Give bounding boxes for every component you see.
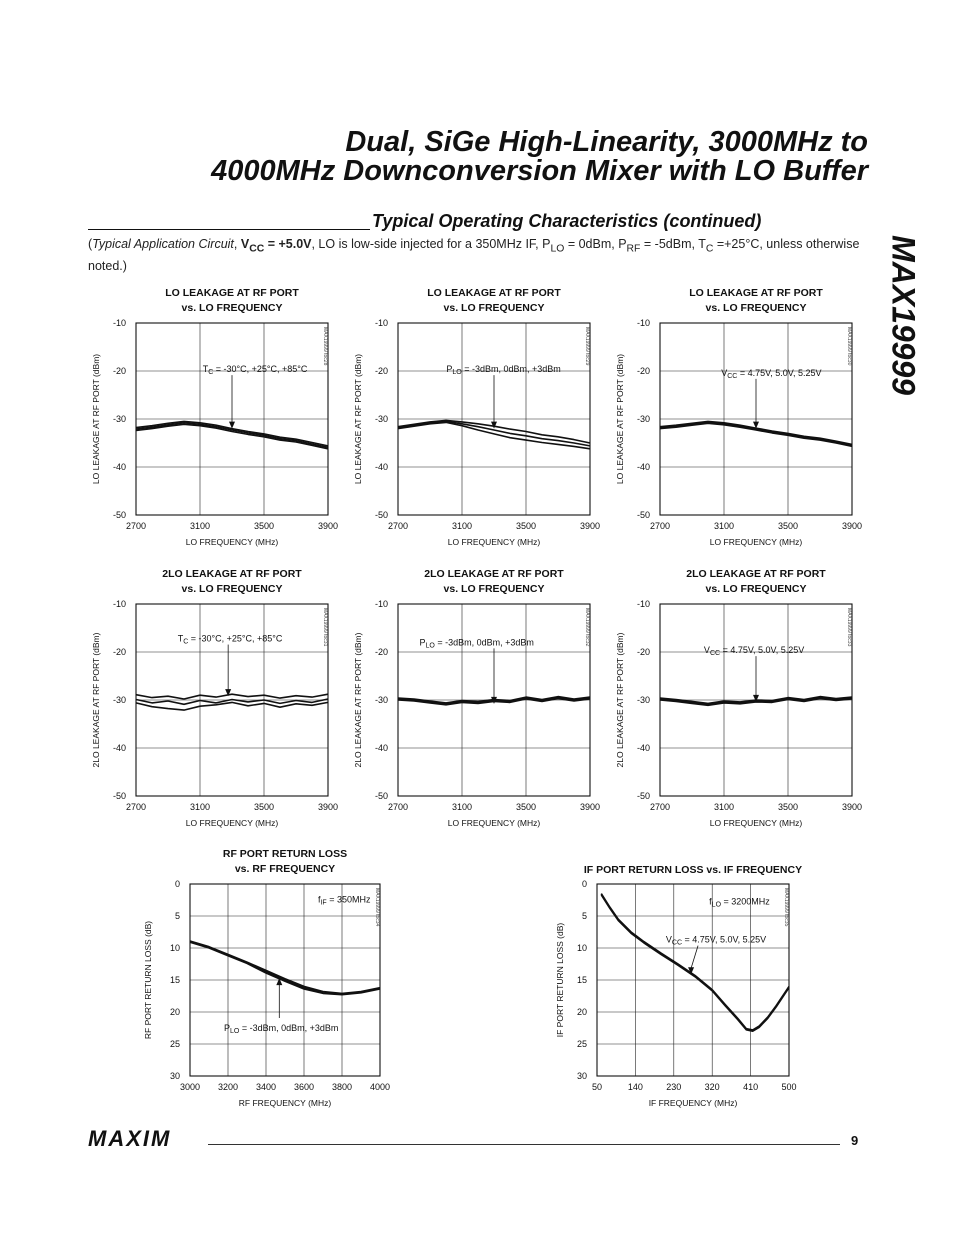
y-tick-label: 30 [576, 1071, 587, 1081]
series-line-3 [601, 895, 789, 1031]
chart-title: vs. LO FREQUENCY [705, 583, 807, 595]
x-tick-label: 3200 [217, 1082, 239, 1092]
y-tick-label: -40 [374, 743, 388, 753]
y-tick-label: -40 [374, 462, 388, 472]
chart-2lo-leakage-plo [350, 563, 606, 835]
x-tick-label: 3500 [515, 802, 537, 812]
page-title-line2: 4000MHz Downconversion Mixer with LO Buffer [211, 155, 868, 187]
y-tick-label: -20 [636, 366, 650, 376]
y-tick-label: 15 [576, 975, 587, 985]
chart-annotation: $T_C = -30^\circ C$, +25°C, +85°C [177, 633, 283, 646]
footer-rule [208, 1144, 840, 1145]
chart-title: 2LO LEAKAGE AT RF PORT [162, 568, 302, 580]
y-tick-label: -40 [112, 743, 126, 753]
page-title-line1: Dual, SiGe High-Linearity, 3000MHz to [345, 126, 868, 158]
chart-title: LO LEAKAGE AT RF PORT [165, 287, 299, 299]
y-tick-label: -20 [112, 366, 126, 376]
x-tick-label: 140 [627, 1082, 643, 1092]
series-line-2 [601, 894, 789, 1030]
x-tick-label: 2700 [387, 802, 409, 812]
series-line-3 [136, 702, 328, 710]
y-tick-label: 10 [169, 943, 180, 953]
y-tick-label: 25 [169, 1039, 180, 1049]
y-tick-label: -20 [112, 647, 126, 657]
chart-title: 2LO LEAKAGE AT RF PORT [424, 568, 564, 580]
y-tick-label: -30 [374, 414, 388, 424]
x-axis-label: LO FREQUENCY (MHz) [709, 818, 803, 828]
side-part-number: MAX19999 [885, 234, 922, 396]
y-axis-label: 2LO LEAKAGE AT RF PORT (dBm) [615, 632, 625, 768]
x-tick-label: 3900 [579, 521, 601, 531]
y-tick-label: 25 [576, 1039, 587, 1049]
page-number: 9 [851, 1133, 859, 1148]
series-line-1 [190, 941, 380, 993]
chart-annotation: $T_C = -30^\circ C$, +25°C, +85°C [202, 364, 308, 377]
chart-title: IF PORT RETURN LOSS vs. IF FREQUENCY [583, 864, 803, 876]
chart-annotation: $V_{CC} = 4.75V$, 5.0V, 5.25V [721, 367, 822, 380]
x-tick-label: 3900 [317, 521, 339, 531]
x-tick-label: 3400 [255, 1082, 277, 1092]
y-tick-label: -40 [636, 743, 650, 753]
y-axis-label: LO LEAKAGE AT RF PORT (dBm) [91, 353, 101, 485]
x-tick-label: 3500 [515, 521, 537, 531]
chart-annotation: $f_{IF} = 350MHz$ [317, 894, 371, 907]
conditions-text: (Typical Application Circuit, $V_{CC} = +5.0V$, LO is low-side injected for a 350MHz IF, $P_{LO} = 0dBm$, $P_{RF} = -5dBm$, $T_C =+25^\circ C$, unless otherwise noted.) [88, 237, 860, 273]
chart-title: vs. LO FREQUENCY [443, 302, 545, 314]
chart-lo-leakage-temp [88, 282, 344, 554]
y-axis-label: 2LO LEAKAGE AT RF PORT (dBm) [353, 632, 363, 768]
y-axis-label: RF PORT RETURN LOSS (dB) [143, 920, 153, 1040]
chart-if-return-loss [552, 843, 808, 1115]
y-tick-label: -10 [112, 318, 126, 328]
x-tick-label: 3500 [777, 521, 799, 531]
x-tick-label: 410 [743, 1082, 759, 1092]
chart-code: MAX19999 toc32 [584, 608, 590, 647]
y-axis-label: LO LEAKAGE AT RF PORT (dBm) [353, 353, 363, 485]
x-tick-label: 3100 [713, 521, 735, 531]
y-tick-label: -30 [112, 414, 126, 424]
chart-rf-return-loss [140, 843, 396, 1115]
x-tick-label: 2700 [387, 521, 409, 531]
chart-code: MAX19999 toc28 [322, 327, 328, 366]
y-axis-label: 2LO LEAKAGE AT RF PORT (dBm) [91, 632, 101, 768]
chart-title: vs. LO FREQUENCY [181, 583, 283, 595]
chart-annotation: $P_{LO} = -3dBm$, 0dBm, +3dBm [419, 637, 534, 650]
x-tick-label: 2700 [125, 802, 147, 812]
series-line-1 [136, 694, 328, 699]
y-tick-label: -20 [374, 366, 388, 376]
x-axis-label: LO FREQUENCY (MHz) [709, 537, 803, 547]
y-tick-label: -40 [112, 462, 126, 472]
y-tick-label: -50 [112, 510, 126, 520]
y-axis-label: LO LEAKAGE AT RF PORT (dBm) [615, 353, 625, 485]
maxim-logo [88, 1128, 200, 1150]
y-tick-label: -30 [636, 414, 650, 424]
y-tick-label: 5 [174, 911, 180, 921]
y-tick-label: -10 [636, 599, 650, 609]
x-tick-label: 3900 [317, 802, 339, 812]
x-axis-label: RF FREQUENCY (MHz) [238, 1098, 332, 1108]
y-tick-label: -10 [374, 599, 388, 609]
y-tick-label: -50 [112, 791, 126, 801]
x-tick-label: 2700 [649, 521, 671, 531]
x-axis-label: LO FREQUENCY (MHz) [447, 537, 541, 547]
chart-code: MAX19999 toc35 [783, 888, 789, 927]
chart-annotation: $V_{CC} = 4.75V$, 5.0V, 5.25V [703, 645, 805, 658]
chart-title: vs. LO FREQUENCY [443, 583, 545, 595]
chart-2lo-leakage-vcc [612, 563, 868, 835]
chart-title: LO LEAKAGE AT RF PORT [689, 287, 823, 299]
x-axis-label: LO FREQUENCY (MHz) [447, 818, 541, 828]
chart-title: RF PORT RETURN LOSS [222, 848, 348, 860]
y-tick-label: 30 [169, 1071, 180, 1081]
x-tick-label: 3900 [579, 802, 601, 812]
y-tick-label: -50 [636, 510, 650, 520]
x-tick-label: 320 [704, 1082, 720, 1092]
x-tick-label: 230 [666, 1082, 682, 1092]
y-tick-label: -50 [374, 510, 388, 520]
x-tick-label: 3100 [189, 521, 211, 531]
x-tick-label: 3500 [777, 802, 799, 812]
y-tick-label: 15 [169, 975, 180, 985]
section-title: Typical Operating Characteristics (continued) [372, 211, 762, 231]
chart-annotation: $V_{CC} = 4.75V$, 5.0V, 5.25V [665, 934, 767, 947]
chart-annotation: $f_{LO} = 3200MHz$ [709, 896, 770, 909]
x-tick-label: 3500 [253, 521, 275, 531]
x-tick-label: 2700 [649, 802, 671, 812]
series-line-1 [601, 894, 789, 1030]
y-tick-label: 0 [174, 879, 180, 889]
x-tick-label: 3100 [451, 802, 473, 812]
y-tick-label: -30 [374, 695, 388, 705]
y-tick-label: -50 [636, 791, 650, 801]
chart-grid [597, 884, 789, 1076]
chart-annotation: $P_{LO} = -3dBm$, 0dBm, +3dBm [223, 1023, 339, 1035]
y-tick-label: 20 [576, 1007, 587, 1017]
x-axis-label: IF FREQUENCY (MHz) [648, 1098, 738, 1108]
chart-title: vs. LO FREQUENCY [705, 302, 807, 314]
chart-code: MAX19999 toc34 [374, 888, 380, 927]
x-tick-label: 3100 [713, 802, 735, 812]
y-tick-label: -30 [112, 695, 126, 705]
y-tick-label: 5 [581, 911, 587, 921]
chart-title: LO LEAKAGE AT RF PORT [427, 287, 561, 299]
svg-text:MAXIM: MAXIM [88, 1128, 172, 1150]
x-tick-label: 2700 [125, 521, 147, 531]
x-tick-label: 4000 [369, 1082, 391, 1092]
y-tick-label: -20 [636, 647, 650, 657]
y-tick-label: 0 [581, 879, 587, 889]
y-tick-label: -30 [636, 695, 650, 705]
series-line-2 [190, 942, 380, 995]
chart-code: MAX19999 toc30 [846, 327, 852, 366]
x-axis-label: LO FREQUENCY (MHz) [185, 818, 279, 828]
chart-lo-leakage-plo [350, 282, 606, 554]
y-tick-label: -50 [374, 791, 388, 801]
y-tick-label: -10 [636, 318, 650, 328]
x-tick-label: 50 [591, 1082, 603, 1092]
x-tick-label: 3100 [189, 802, 211, 812]
x-tick-label: 3500 [253, 802, 275, 812]
chart-title: vs. RF FREQUENCY [234, 863, 336, 875]
y-tick-label: 20 [169, 1007, 180, 1017]
y-tick-label: -40 [636, 462, 650, 472]
y-tick-label: -10 [112, 599, 126, 609]
chart-2lo-leakage-temp [88, 563, 344, 835]
chart-lo-leakage-vcc [612, 282, 868, 554]
chart-code: MAX19999 toc29 [584, 327, 590, 366]
chart-title: vs. LO FREQUENCY [181, 302, 283, 314]
chart-annotation: $P_{LO} = -3dBm$, 0dBm, +3dBm [446, 364, 561, 377]
x-tick-label: 3100 [451, 521, 473, 531]
x-tick-label: 3800 [331, 1082, 353, 1092]
section-rule [88, 229, 370, 230]
chart-code: MAX19999 toc31 [322, 608, 328, 647]
y-tick-label: -20 [374, 647, 388, 657]
chart-title: 2LO LEAKAGE AT RF PORT [686, 568, 826, 580]
annotation-arrow-line [691, 946, 698, 969]
x-tick-label: 3900 [841, 521, 863, 531]
x-tick-label: 3000 [179, 1082, 201, 1092]
y-tick-label: -10 [374, 318, 388, 328]
x-tick-label: 3900 [841, 802, 863, 812]
chart-code: MAX19999 toc33 [846, 608, 852, 647]
x-tick-label: 3600 [293, 1082, 315, 1092]
x-tick-label: 500 [781, 1082, 797, 1092]
y-tick-label: 10 [576, 943, 587, 953]
y-axis-label: IF PORT RETURN LOSS (dB) [555, 922, 565, 1038]
x-axis-label: LO FREQUENCY (MHz) [185, 537, 279, 547]
